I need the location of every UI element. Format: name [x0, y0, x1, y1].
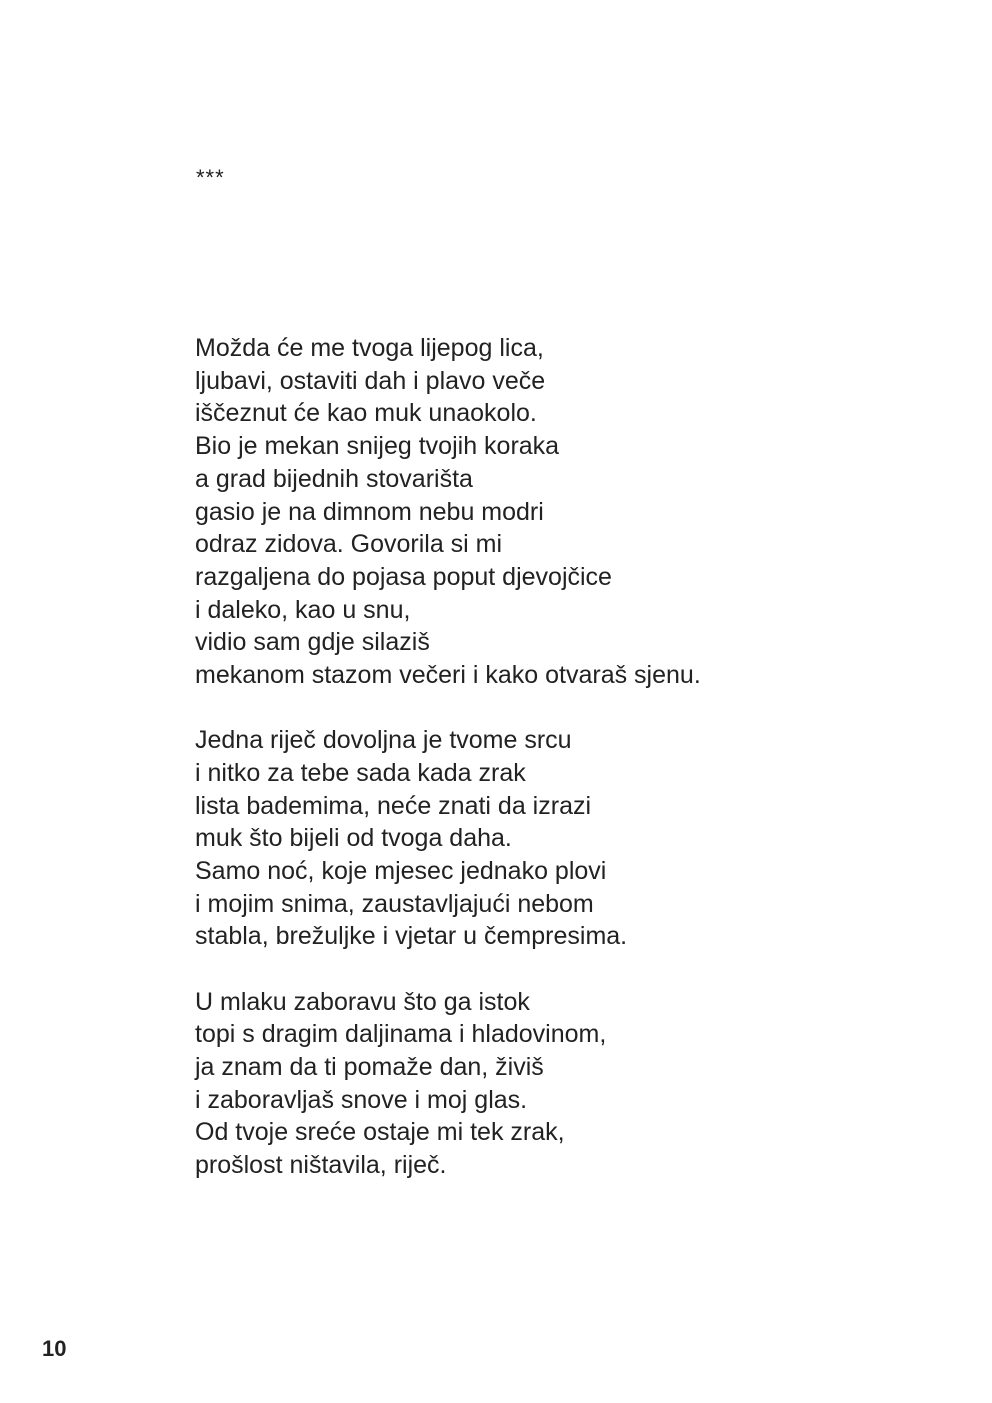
poem-line: i daleko, kao u snu, — [195, 595, 411, 624]
poem-line: i nitko za tebe sada kada zrak — [195, 758, 526, 787]
poem-line: Možda će me tvoga lijepog lica, — [195, 334, 544, 362]
poem-line: i zaboravljaš snove i moj glas. — [195, 1085, 528, 1114]
poem-line: U mlaku zaboravu što ga istok — [195, 987, 530, 1016]
poem-line: Od tvoje sreće ostaje mi tek zrak, — [195, 1118, 565, 1147]
poem-line: mekanom stazom večeri i kako otvaraš sjenu. — [195, 661, 701, 690]
poem-line: ja znam da ti pomaže dan, živiš — [195, 1053, 544, 1082]
poem-line: Jedna riječ dovoljna je tvome srcu — [195, 726, 572, 755]
poem-line: Samo noć, koje mjesec jednako plovi — [195, 857, 607, 886]
poem-title: *** — [196, 165, 225, 190]
poem-line: razgaljena do pojasa poput djevojčice — [195, 562, 612, 591]
stanza-2 — [195, 724, 895, 953]
poem-line: topi s dragim daljinama i hladovinom, — [195, 1020, 607, 1049]
poem-line: odraz zidova. Govorila si mi — [195, 530, 503, 559]
poem-line: i mojim snima, zaustavljajući nebom — [195, 889, 594, 918]
page-number: 10 — [42, 1336, 67, 1361]
poem-line: a grad bijednih stovarišta — [195, 464, 473, 493]
poem-line: stabla, brežuljke i vjetar u čempresima. — [195, 922, 628, 951]
poem-line: ljubavi, ostaviti dah i plavo veče — [195, 366, 546, 395]
stanza-1 — [195, 332, 895, 692]
poem-line: Bio je mekan snijeg tvojih koraka — [195, 432, 560, 461]
poem-line: vidio sam gdje silaziš — [195, 628, 430, 657]
poem-line: iščeznut će kao muk unaokolo. — [195, 399, 537, 428]
stanza-3 — [195, 986, 895, 1182]
poem-line: muk što bijeli od tvoga daha. — [195, 824, 512, 853]
poem-line: gasio je na dimnom nebu modri — [195, 497, 544, 526]
poem-line: prošlost ništavila, riječ. — [195, 1151, 447, 1180]
poem-line: lista bademima, neće znati da izrazi — [195, 791, 592, 820]
poem-body — [195, 332, 895, 1182]
